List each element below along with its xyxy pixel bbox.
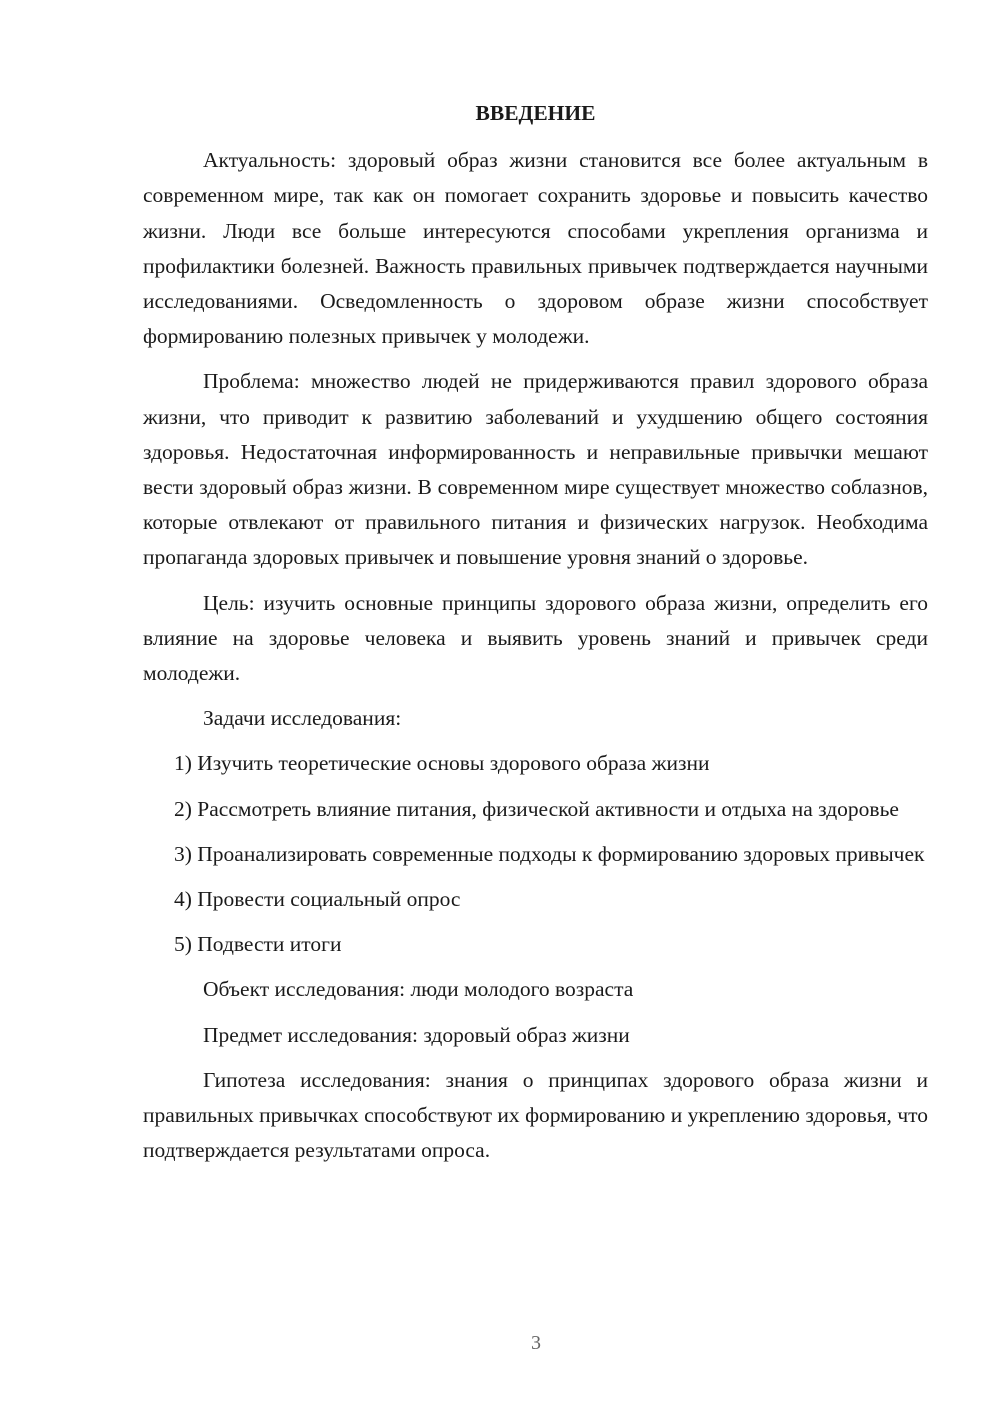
research-object: Объект исследования: люди молодого возраста bbox=[203, 977, 634, 1002]
task-item-3: 3) Проанализировать современные подходы к формированию здоровых привычек bbox=[174, 841, 925, 866]
tasks-list bbox=[143, 746, 928, 962]
page-number: 3 bbox=[531, 1332, 541, 1354]
problem-paragraph: Проблема: множество людей не придерживаются правил здорового образа жизни, что приводит к развитию заболеваний и ухудшению общего состояния здоровья. Недостаточная информированность и неправильные привычки мешают вести здоровый образ жизни. В современном мире существует множество соблазнов, которые отвлекают от правильного питания и физических нагрузок. Необходима пропаганда здоровых привычек и повышение уровня знаний о здоровье. bbox=[143, 369, 928, 570]
goal-paragraph: Цель: изучить основные принципы здорового образа жизни, определить его влияние на здоровье человека и выявить уровень знаний и привычек среди молодежи. bbox=[143, 590, 928, 686]
task-item-2: 2) Рассмотреть влияние питания, физической активности и отдыха на здоровье bbox=[174, 796, 899, 821]
task-item-1: 1) Изучить теоретические основы здорового образа жизни bbox=[174, 751, 710, 776]
tasks-heading: Задачи исследования: bbox=[203, 706, 402, 731]
section-title: ВВЕДЕНИЕ bbox=[475, 101, 596, 125]
task-item-4: 4) Провести социальный опрос bbox=[174, 887, 461, 912]
task-item-5: 5) Подвести итоги bbox=[174, 932, 342, 957]
relevance-paragraph: Актуальность: здоровый образ жизни становится все более актуальным в современном мире, так как он помогает сохранить здоровье и повысить качество жизни. Люди все больше интересуются способами укрепления организма и профилактики болезней. Важность правильных привычек подтверждается научными исследованиями. Осведомленность о здоровом образе жизни способствует формированию полезных привычек у молодежи. bbox=[143, 148, 928, 349]
research-subject: Предмет исследования: здоровый образ жизни bbox=[203, 1022, 630, 1047]
hypothesis-paragraph: Гипотеза исследования: знания о принципах здорового образа жизни и правильных привычках способствуют их формированию и укреплению здоровья, что подтверждается результатами опроса. bbox=[143, 1067, 928, 1163]
page-content bbox=[143, 96, 928, 1178]
